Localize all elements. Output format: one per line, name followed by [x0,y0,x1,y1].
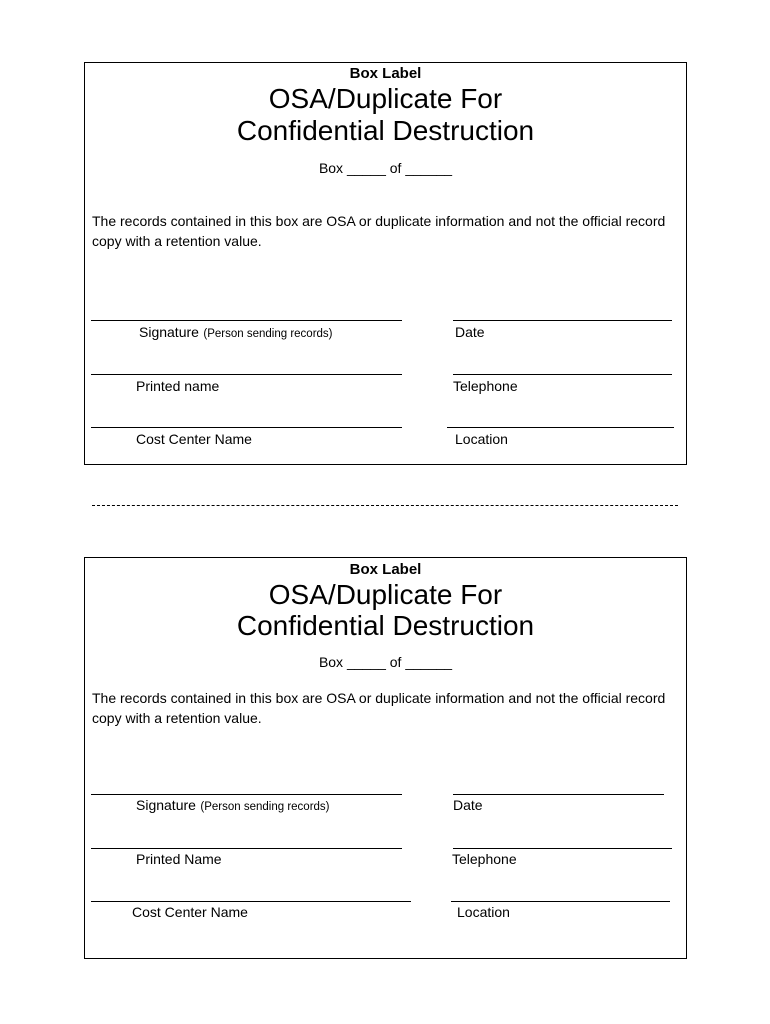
title-line-1: OSA/Duplicate For [268,579,503,610]
cost-center-label: Cost Center Name [136,431,252,447]
cost-center-line [91,901,411,902]
date-line [453,320,672,321]
location-line [447,427,674,428]
cut-line-divider [92,505,678,506]
cost-center-label: Cost Center Name [132,904,248,920]
printed-name-line [91,374,402,375]
signature-label: Signature [136,797,196,813]
statement-text: The records contained in this box are OSA or duplicate information and not the official record copy with a retention value. [92,213,666,249]
signature-field-label [136,797,330,815]
signature-note: (Person sending records) [200,801,330,813]
date-label: Date [453,797,483,813]
statement-text: The records contained in this box are OSA or duplicate information and not the official record copy with a retention value. [92,690,666,726]
telephone-line [453,374,672,375]
location-label: Location [455,431,508,447]
location-label: Location [457,904,510,920]
signature-label: Signature [139,324,199,340]
signature-line [91,794,402,795]
telephone-line [453,848,672,849]
printed-name-label: Printed name [136,378,220,394]
box-label-heading: Box Label [349,561,422,578]
telephone-label: Telephone [452,851,517,867]
date-label: Date [455,324,485,340]
signature-line [91,320,402,321]
date-line [453,794,664,795]
printed-name-line [91,848,402,849]
box-count: Box _____ of ______ [318,160,453,176]
box-count: Box _____ of ______ [318,654,453,670]
box-label-card [84,557,687,959]
title-line-1: OSA/Duplicate For [268,83,503,114]
box-label-heading: Box Label [349,65,422,82]
printed-name-label: Printed Name [136,851,222,867]
signature-note: (Person sending records) [203,328,333,340]
title-line-2: Confidential Destruction [236,610,535,641]
location-line [451,901,670,902]
signature-field-label [139,324,333,342]
telephone-label: Telephone [453,378,518,394]
cost-center-line [91,427,402,428]
box-label-card [84,62,687,465]
title-line-2: Confidential Destruction [236,115,535,146]
